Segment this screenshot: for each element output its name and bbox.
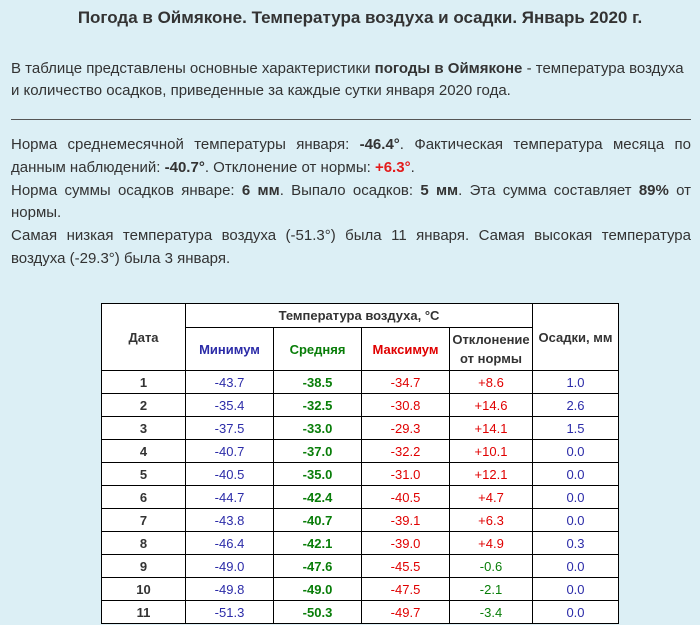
precipitation-cell: 0.0 bbox=[533, 555, 619, 578]
date-cell: 6 bbox=[102, 486, 186, 509]
table-header-row bbox=[102, 304, 619, 328]
precipitation-cell: 0.0 bbox=[533, 509, 619, 532]
min-cell: -44.7 bbox=[186, 486, 274, 509]
deviation-cell: -2.1 bbox=[450, 578, 533, 601]
max-cell: -31.0 bbox=[362, 463, 450, 486]
date-cell: 5 bbox=[102, 463, 186, 486]
max-cell: -30.8 bbox=[362, 394, 450, 417]
page-title: Погода в Оймяконе. Температура воздуха и осадки. Январь 2020 г. bbox=[77, 8, 643, 27]
temp-norm-value: -46.4° bbox=[359, 136, 400, 153]
table-row bbox=[102, 601, 619, 624]
min-cell: -35.4 bbox=[186, 394, 274, 417]
date-cell: 9 bbox=[102, 555, 186, 578]
avg-cell: -38.5 bbox=[274, 371, 362, 394]
table-row bbox=[102, 532, 619, 555]
table-row bbox=[102, 578, 619, 601]
col-deviation-line1: Отклонение bbox=[452, 332, 530, 347]
intro-bold-link: погоды в Оймяконе bbox=[374, 60, 523, 77]
table-row bbox=[102, 371, 619, 394]
table-row bbox=[102, 486, 619, 509]
col-temperature-group-header: Температура воздуха, °С bbox=[186, 304, 533, 328]
avg-cell: -35.0 bbox=[274, 463, 362, 486]
prec-norm-label: Норма суммы осадков январе: bbox=[11, 181, 242, 199]
intro-text-1: В таблице представлены основные характеристики bbox=[11, 60, 375, 77]
precipitation-cell: 0.0 bbox=[533, 578, 619, 601]
col-deviation-header bbox=[450, 328, 533, 371]
date-cell: 4 bbox=[102, 440, 186, 463]
intro-paragraph bbox=[11, 58, 691, 102]
precipitation-cell: 0.0 bbox=[533, 486, 619, 509]
col-avg-header: Средняя bbox=[274, 328, 362, 371]
weather-table-container bbox=[101, 303, 619, 624]
date-cell: 2 bbox=[102, 394, 186, 417]
table-row bbox=[102, 394, 619, 417]
min-cell: -49.8 bbox=[186, 578, 274, 601]
min-cell: -49.0 bbox=[186, 555, 274, 578]
avg-cell: -42.4 bbox=[274, 486, 362, 509]
intro-text-2: - температура воздуха и количество осадков, приведенные за каждые сутки января 2020 года. bbox=[11, 60, 684, 99]
date-cell: 11 bbox=[102, 601, 186, 624]
prec-actual-value: 5 мм bbox=[420, 181, 459, 199]
date-cell: 10 bbox=[102, 578, 186, 601]
temp-summary-end: . bbox=[410, 158, 415, 176]
date-cell: 3 bbox=[102, 417, 186, 440]
temp-deviation-value: +6.3° bbox=[374, 158, 411, 176]
precipitation-cell: 0.0 bbox=[533, 440, 619, 463]
avg-cell: -40.7 bbox=[274, 509, 362, 532]
divider bbox=[11, 119, 691, 120]
precipitation-cell: 0.0 bbox=[533, 463, 619, 486]
max-cell: -32.2 bbox=[362, 440, 450, 463]
extremes-summary: Самая низкая температура воздуха (-51.3°) была 11 января. Самая высокая температура воздуха (-29.3°) была 3 января. bbox=[11, 227, 691, 267]
avg-cell: -50.3 bbox=[274, 601, 362, 624]
temp-norm-label: Норма среднемесячной температуры января: bbox=[11, 136, 360, 153]
col-min-header: Минимум bbox=[186, 328, 274, 371]
max-cell: -39.1 bbox=[362, 509, 450, 532]
col-date-header: Дата bbox=[102, 304, 186, 371]
col-max-header: Максимум bbox=[362, 328, 450, 371]
precipitation-summary bbox=[11, 180, 691, 226]
avg-cell: -33.0 bbox=[274, 417, 362, 440]
precipitation-cell: 0.0 bbox=[533, 601, 619, 624]
date-cell: 1 bbox=[102, 371, 186, 394]
deviation-cell: +6.3 bbox=[450, 509, 533, 532]
deviation-cell: -0.6 bbox=[450, 555, 533, 578]
precipitation-cell: 1.0 bbox=[533, 371, 619, 394]
deviation-cell: +4.9 bbox=[450, 532, 533, 555]
min-cell: -40.7 bbox=[186, 440, 274, 463]
prec-norm-value: 6 мм bbox=[241, 181, 280, 199]
avg-cell: -47.6 bbox=[274, 555, 362, 578]
avg-cell: -37.0 bbox=[274, 440, 362, 463]
table-body bbox=[102, 371, 619, 624]
max-cell: -29.3 bbox=[362, 417, 450, 440]
min-cell: -51.3 bbox=[186, 601, 274, 624]
deviation-cell: +10.1 bbox=[450, 440, 533, 463]
max-cell: -47.5 bbox=[362, 578, 450, 601]
deviation-cell: +14.1 bbox=[450, 417, 533, 440]
prec-summary-end: от нормы. bbox=[11, 181, 691, 222]
deviation-cell: +4.7 bbox=[450, 486, 533, 509]
precipitation-cell: 2.6 bbox=[533, 394, 619, 417]
min-cell: -40.5 bbox=[186, 463, 274, 486]
avg-cell: -32.5 bbox=[274, 394, 362, 417]
min-cell: -43.8 bbox=[186, 509, 274, 532]
table-row bbox=[102, 509, 619, 532]
temp-actual-label: . Фактическая температура месяца по данным наблюдений: bbox=[11, 136, 692, 176]
weather-table bbox=[101, 303, 619, 624]
prec-actual-label: . Выпало осадков: bbox=[279, 181, 421, 199]
deviation-cell: +14.6 bbox=[450, 394, 533, 417]
precipitation-cell: 0.3 bbox=[533, 532, 619, 555]
temperature-summary bbox=[11, 134, 691, 180]
max-cell: -45.5 bbox=[362, 555, 450, 578]
stats-block bbox=[11, 134, 691, 271]
temp-deviation-label: . Отклонение от нормы: bbox=[204, 158, 375, 176]
col-deviation-line2: от нормы bbox=[460, 351, 522, 366]
deviation-cell: +12.1 bbox=[450, 463, 533, 486]
date-cell: 8 bbox=[102, 532, 186, 555]
prec-percent-value: 89% bbox=[638, 181, 669, 199]
col-precipitation-header: Осадки, мм bbox=[533, 304, 619, 371]
prec-percent-label: . Эта сумма составляет bbox=[458, 181, 639, 199]
avg-cell: -42.1 bbox=[274, 532, 362, 555]
max-cell: -34.7 bbox=[362, 371, 450, 394]
max-cell: -40.5 bbox=[362, 486, 450, 509]
deviation-cell: -3.4 bbox=[450, 601, 533, 624]
table-row bbox=[102, 555, 619, 578]
date-cell: 7 bbox=[102, 509, 186, 532]
temp-actual-value: -40.7° bbox=[164, 158, 205, 176]
max-cell: -39.0 bbox=[362, 532, 450, 555]
precipitation-cell: 1.5 bbox=[533, 417, 619, 440]
min-cell: -46.4 bbox=[186, 532, 274, 555]
table-row bbox=[102, 463, 619, 486]
min-cell: -43.7 bbox=[186, 371, 274, 394]
table-row bbox=[102, 440, 619, 463]
max-cell: -49.7 bbox=[362, 601, 450, 624]
table-row bbox=[102, 417, 619, 440]
deviation-cell: +8.6 bbox=[450, 371, 533, 394]
min-cell: -37.5 bbox=[186, 417, 274, 440]
avg-cell: -49.0 bbox=[274, 578, 362, 601]
